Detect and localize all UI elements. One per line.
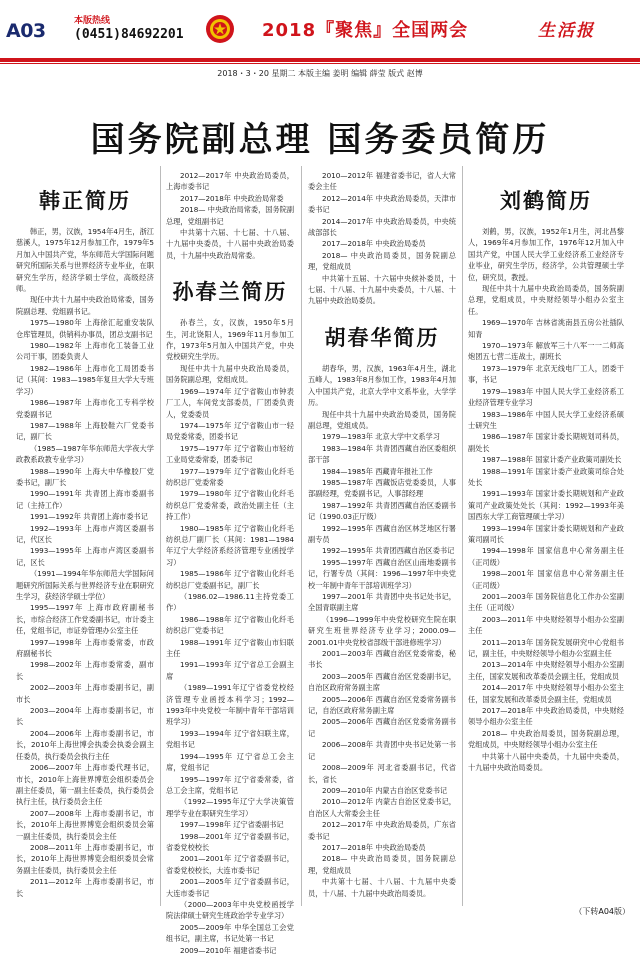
- bio-paragraph: 1992—1995年 共青团西藏自治区委书记: [322, 546, 455, 556]
- bio-paragraph: 1993—1994年 辽宁省妇联主席，党组书记: [166, 728, 294, 750]
- bio-paragraph: 1993—1994年 国家计委长期规划和产业政策司副司长: [468, 523, 624, 544]
- bio-paragraph: 1998—2001年 辽宁省委副书记，省委党校校长: [166, 831, 294, 852]
- bio-paragraph: 2009—2010年 内蒙古自治区党委书记: [322, 785, 448, 795]
- bio-body-liu-he: [468, 226, 624, 774]
- bio-paragraph: 2008—2011年 上海市委副书记，市长，2010年上海世界博览会组织委员会常务副主任委员，执行委员会主任: [16, 842, 154, 875]
- bio-title-han-zheng: 韩正简历: [39, 188, 131, 213]
- bio-paragraph: （1985—1987年华东师范大学夜大学政教系政教专业学习）: [16, 443, 154, 465]
- bio-paragraph: 2001—2003年 国务院信息化工作办公室副主任（正司级）: [468, 592, 624, 613]
- hotline-number: (0451)84692201: [74, 27, 184, 42]
- bio-paragraph: 胡春华，男，汉族，1963年4月生，湖北五峰人，1983年8月参加工作，1983年4月加入中国共产党，北京大学中文系毕业，大学学历。: [308, 363, 456, 408]
- bio-paragraph: 1987—1992年 共青团西藏自治区委副书记（1990.03正厅级）: [308, 500, 456, 522]
- bio-paragraph: 2017—2018年 中央政治局委员: [322, 239, 426, 249]
- edition-info: 2018・3・20 星期二 本版主编 姜明 编辑 薛莹 版式 赵博: [217, 69, 423, 78]
- bio-paragraph: 1979—1983年 北京大学中文系学习: [322, 432, 440, 442]
- bio-paragraph: 1997—1998年 上海市委常委，市政府副秘书长: [16, 637, 154, 659]
- hotline-label: 本版热线: [74, 16, 111, 26]
- bio-paragraph: 2004—2006年 上海市委副书记，市长，2010年上海世博会执委会执委会副主任委员，执行委员会执行主任: [16, 728, 154, 761]
- bio-paragraph: 1988—1990年 上海大中华橡胶厂党委书记，副厂长: [16, 466, 154, 487]
- bio-paragraph: 中共第十八届中央委员，十九届中央委员，十九届中央政治局委员。: [468, 751, 624, 773]
- bio-paragraph: 1994—1995年 辽宁省总工会主席，党组书记: [166, 751, 294, 773]
- bio-paragraph: （1989—1991年辽宁省委党校经济管理专业函授本科学习；1992—1993年中央党校一年制中青年干部培训班学习）: [166, 683, 294, 727]
- bio-paragraph: （1991—1994年华东师范大学国际问题研究所国际关系与世界经济专业在职研究生学习，获经济学硕士学位）: [16, 569, 154, 601]
- bio-paragraph: 2002—2003年 上海市委副书记，副市长: [16, 683, 154, 704]
- column-hu-chunhua: [308, 170, 456, 905]
- bio-paragraph: 1987—1988年 国家计委产业政策司副处长: [482, 455, 622, 465]
- page-code: A03: [6, 20, 46, 42]
- column-liu-he: [468, 170, 624, 905]
- bio-paragraph: 1975—1980年 上海徐汇起重安装队仓库管理员，供销科办事员，团总支副书记: [16, 318, 154, 339]
- bio-paragraph: 现任中共十九届中央政治局委员，国务院副总理，党组成员。: [308, 409, 456, 430]
- bio-paragraph: 2017—2018年 中央政治局委员: [322, 842, 426, 852]
- bio-paragraph: 1990—1991年 共青团上海市委副书记（主持工作）: [16, 489, 154, 510]
- bio-paragraph: 1997—1998年 辽宁省委副书记: [180, 820, 284, 830]
- column-sun-chunlan: [166, 170, 295, 955]
- bio-paragraph: 1988—1991年 国家计委产业政策司综合处处长: [468, 466, 624, 487]
- bio-paragraph: 中共第十六届、十七届、十八届、十九届中央委员，十八届中央政治局委员，十九届中央政治局常委。: [166, 228, 294, 260]
- bio-paragraph: 1986—1987年 国家计委长期规划司科员，副处长: [468, 432, 624, 453]
- bio-paragraph: 2003—2005年 西藏自治区党委副书记，自治区政府常务副主席: [308, 671, 456, 693]
- bio-paragraph: 中共第十五届、十六届中央候补委员，十七届、十八届、十九届中央委员，十八届、十九届中央政治局委员。: [308, 273, 456, 306]
- bio-paragraph: 2018— 中央政治局委员，国务院副总理，党组成员，中央财经领导小组办公室主任: [468, 728, 624, 750]
- bio-paragraph: 2013—2014年 中央财经领导小组办公室副主任，国家发展和改革委员会副主任，党组成员: [468, 660, 624, 681]
- bio-title-sun-chunlan: 孙春兰简历: [172, 279, 288, 305]
- bio-paragraph: 2001—2005年 辽宁省委副书记，大连市委书记: [166, 877, 294, 898]
- bio-paragraph: 2008—2009年 河北省委副书记，代省长，省长: [308, 763, 456, 784]
- bio-paragraph: 1995—1997年 西藏自治区山南地委副书记，行署专员（其间：1996—1997年中央党校一年制中青年干部培训班学习）: [308, 557, 456, 590]
- bio-paragraph: 1991—1992年 共青团上海市委书记: [30, 512, 148, 522]
- bio-paragraph: 2014—2017年 中央政治局委员，中央统战部部长: [308, 216, 456, 238]
- bio-paragraph: 2010—2012年 内蒙古自治区党委书记，自治区人大常委会主任: [308, 797, 456, 818]
- bio-paragraph: 1992—1993年 上海市卢湾区委副书记，代区长: [16, 523, 154, 544]
- bio-title-liu-he: 刘鹤简历: [500, 188, 592, 213]
- bio-continued-sun-chunlan: [308, 170, 456, 307]
- brand-logo: 生活报: [538, 21, 595, 41]
- bio-paragraph: 韩正，男，汉族，1954年4月生，浙江慈溪人，1975年12月参加工作，1979年5月加入中国共产党，华东师范大学国际问题研究所国际关系与世界经济专业毕业，在职研究生学历，经济学硕士学位，高级经济师。: [16, 227, 154, 294]
- bio-paragraph: 1979—1980年 辽宁省鞍山化纤毛纺织总厂党委常委，政治处副主任（主持工作）: [166, 489, 294, 522]
- bio-paragraph: 1977—1979年 辽宁省鞍山化纤毛纺织总厂党委常委: [166, 466, 294, 487]
- bio-paragraph: 2011—2013年 国务院发展研究中心党组书记，副主任，中央财经领导小组办公室副主任: [468, 637, 624, 659]
- bio-paragraph: 1969—1970年 吉林省洮南县五房公社插队知青: [468, 318, 624, 339]
- bio-paragraph: 1991—1993年 国家计委长期规划和产业政策司产业政策处处长（其间：1992—1993年美国西东大学工商管理硕士学习）: [468, 489, 624, 522]
- bio-paragraph: （1996—1999年中央党校研究生院在职研究生班世界经济专业学习；2000.09—2001.01中央党校省部级干部进修班学习）: [308, 614, 456, 647]
- bio-paragraph: 1983—1986年 中国人民大学工业经济系硕士研究生: [468, 409, 624, 430]
- bio-paragraph: 2017—2018年 中央政治局委员，中央财经领导小组办公室主任: [468, 706, 624, 727]
- bio-paragraph: 1974—1975年 辽宁省鞍山市一轻局党委常委，团委书记: [166, 420, 294, 442]
- column-divider: [462, 166, 463, 906]
- masthead: [0, 0, 640, 66]
- bio-paragraph: 1970—1973年 解放军三十八军一一二师高炮团五七营二连战士，副班长: [468, 341, 624, 362]
- bio-body-hu-chunhua: [308, 363, 456, 899]
- bio-paragraph: 2003—2011年 中央财经领导小组办公室副主任: [468, 614, 624, 636]
- bio-paragraph: 1980—1985年 辽宁省鞍山化纤毛纺织总厂副厂长（其间：1981—1984年辽宁大学经济系经济管理专业函授学习）: [166, 523, 294, 567]
- bio-paragraph: 2005—2006年 西藏自治区党委常务副书记，自治区政府常务副主席: [308, 694, 456, 716]
- bio-paragraph: 1979—1983年 中国人民大学工业经济系工业经济管理专业学习: [468, 386, 624, 408]
- bio-paragraph: 1983—1984年 共青团西藏自治区委组织部干部: [308, 443, 456, 465]
- bio-paragraph: 2009—2010年 福建省委书记: [180, 945, 277, 955]
- bio-paragraph: 2005—2009年 中华全国总工会党组书记，副主席，书记处第一书记: [166, 922, 294, 944]
- bio-paragraph: 2011—2012年 上海市委副书记，市长: [16, 877, 154, 898]
- bio-paragraph: 1985—1986年 辽宁省鞍山化纤毛纺织总厂党委副书记，副厂长: [166, 569, 294, 590]
- bio-paragraph: （2000—2003年中央党校函授学院法律硕士研究生班政治学专业学习）: [166, 899, 294, 921]
- continued-on-page: （下转A04版）: [574, 907, 630, 916]
- bio-paragraph: 1998—2002年 上海市委常委，副市长: [16, 660, 154, 681]
- bio-paragraph: 现任中共十九届中央政治局委员，国务院副总理，党组成员，中央财经领导小组办公室主任。: [468, 284, 624, 316]
- conference-title: 2018『聚焦』全国两会: [262, 20, 469, 41]
- column-divider: [301, 166, 302, 906]
- bio-paragraph: 2001—2003年 西藏自治区党委常委，秘书长: [308, 649, 456, 670]
- column-han-zheng: [16, 170, 154, 905]
- national-emblem-icon: [205, 14, 235, 44]
- bio-paragraph: 1985—1987年 西藏饭店党委委员，人事部副经理，党委副书记，人事部经理: [308, 477, 456, 499]
- bio-paragraph: 1992—1995年 西藏自治区林芝地区行署副专员: [308, 523, 456, 544]
- bio-paragraph: 2018— 中央政治局委员，国务院副总理，党组成员: [308, 250, 456, 272]
- bio-paragraph: 2018— 中央政治局委员，国务院副总理，党组成员: [308, 854, 456, 875]
- page-headline: 国务院副总理 国务委员简历: [90, 120, 550, 160]
- column-divider: [160, 166, 161, 906]
- bio-paragraph: 现任中共十九届中央政治局委员，国务院副总理，党组成员。: [166, 363, 294, 385]
- bio-paragraph: 现任中共十九届中央政治局常委，国务院副总理、党组副书记。: [16, 295, 154, 316]
- bio-paragraph: 孙春兰，女，汉族，1950年5月生，河北饶阳人，1969年11月参加工作，1973年5月加入中国共产党，中央党校研究生学历。: [166, 318, 294, 362]
- bio-paragraph: 1982—1986年 上海市化工局团委书记（其间：1983—1985年复旦大学大专班学习）: [16, 363, 154, 396]
- bio-paragraph: 1995—1997年 辽宁省委常委，省总工会主席，党组书记: [166, 774, 294, 795]
- bio-paragraph: 1973—1979年 北京无线电厂工人，团委干事，书记: [468, 363, 624, 385]
- bio-paragraph: 2006—2008年 共青团中央书记处第一书记: [308, 740, 456, 761]
- bio-paragraph: 2017—2018年 中央政治局常委: [180, 193, 284, 203]
- bio-paragraph: 1997—2001年 共青团中央书记处书记，全国青联副主席: [308, 592, 456, 613]
- bio-paragraph: 1993—1995年 上海市卢湾区委副书记，区长: [16, 546, 154, 567]
- bio-paragraph: 2003—2004年 上海市委副书记，市长: [16, 706, 154, 727]
- bio-paragraph: 刘鹤，男，汉族，1952年1月生，河北昌黎人，1969年4月参加工作，1976年12月加入中国共产党，中国人民大学工业经济系工业经济专业毕业，研究生学历，经济学，公共管理硕士学位，研究员，教授。: [468, 227, 624, 282]
- bio-paragraph: 2014—2017年 中央财经领导小组办公室主任，国家发展和改革委员会副主任，党组成员: [468, 683, 624, 704]
- bio-paragraph: 1995—1997年 上海市政府副秘书长，市综合经济工作党委副书记，市计委主任，党组书记，市证券管理办公室主任: [16, 603, 154, 636]
- bio-paragraph: 1986—1988年 辽宁省鞍山化纤毛纺织总厂党委书记: [166, 614, 294, 636]
- bio-paragraph: 2006—2007年 上海市委代理书记，市长，2010年上海世界博览会组织委员会副主任委员，第一副主任委员，执行委员会执行主任，执行委员会主任: [16, 763, 154, 807]
- bio-paragraph: 1994—1998年 国家信息中心常务副主任（正司级）: [468, 546, 624, 567]
- masthead-rule: [0, 58, 640, 62]
- bio-paragraph: 1986—1987年 上海市化工专科学校党委副书记: [16, 398, 154, 419]
- bio-paragraph: 2012—2017年 中央政治局委员，广东省委书记: [308, 820, 456, 841]
- bio-paragraph: 2010—2012年 福建省委书记，省人大常委会主任: [308, 171, 456, 192]
- bio-paragraph: 1987—1988年 上海胶鞋六厂党委书记，副厂长: [16, 420, 154, 442]
- bio-body-sun-chunlan: [166, 317, 294, 956]
- bio-paragraph: 2012—2014年 中央政治局委员，天津市委书记: [308, 193, 456, 215]
- masthead-rule-thin: [0, 63, 640, 64]
- bio-paragraph: 1998—2001年 国家信息中心常务副主任（正司级）: [468, 569, 624, 590]
- bio-paragraph: 2018— 中央政治局常委，国务院副总理，党组副书记: [166, 205, 295, 226]
- bio-paragraph: 2005—2006年 西藏自治区党委常务副书记: [308, 717, 456, 738]
- bio-paragraph: （1992—1995年辽宁大学决策管理学专业在职研究生学习）: [166, 797, 294, 818]
- bio-paragraph: 1988—1991年 辽宁省鞍山市妇联主任: [166, 637, 294, 659]
- bio-paragraph: 1980—1982年 上海市化工装备工业公司干事，团委负责人: [16, 341, 154, 362]
- bio-body-han-zheng: [16, 226, 154, 899]
- bio-paragraph: 2012—2017年 中央政治局委员，上海市委书记: [166, 171, 294, 192]
- bio-paragraph: （1986.02—1986.11主持党委工作）: [166, 592, 294, 613]
- bio-paragraph: 2007—2008年 上海市委副书记，市长，2010年上海世界博览会组织委员会第一副主任委员，执行委员会主任: [16, 808, 154, 841]
- bio-paragraph: 中共第十七届、十八届、十九届中央委员，十八届、十九届中央政治局委员。: [308, 877, 456, 898]
- bio-paragraph: 2001—2001年 辽宁省委副书记，省委党校校长，大连市委书记: [166, 854, 294, 875]
- bio-paragraph: 1984—1985年 西藏青年报社工作: [322, 466, 433, 476]
- bio-continued-han-zheng: [166, 170, 294, 261]
- bio-title-hu-chunhua: 胡春华简历: [324, 324, 440, 350]
- bio-paragraph: 1969—1974年 辽宁省鞍山市钟表厂工人，车间党支部委员，厂团委负责人，党委委员: [166, 386, 294, 419]
- bio-paragraph: 1991—1993年 辽宁省总工会副主席: [166, 660, 294, 681]
- bio-paragraph: 1975—1977年 辽宁省鞍山市轻纺工业局党委常委，团委书记: [166, 443, 294, 465]
